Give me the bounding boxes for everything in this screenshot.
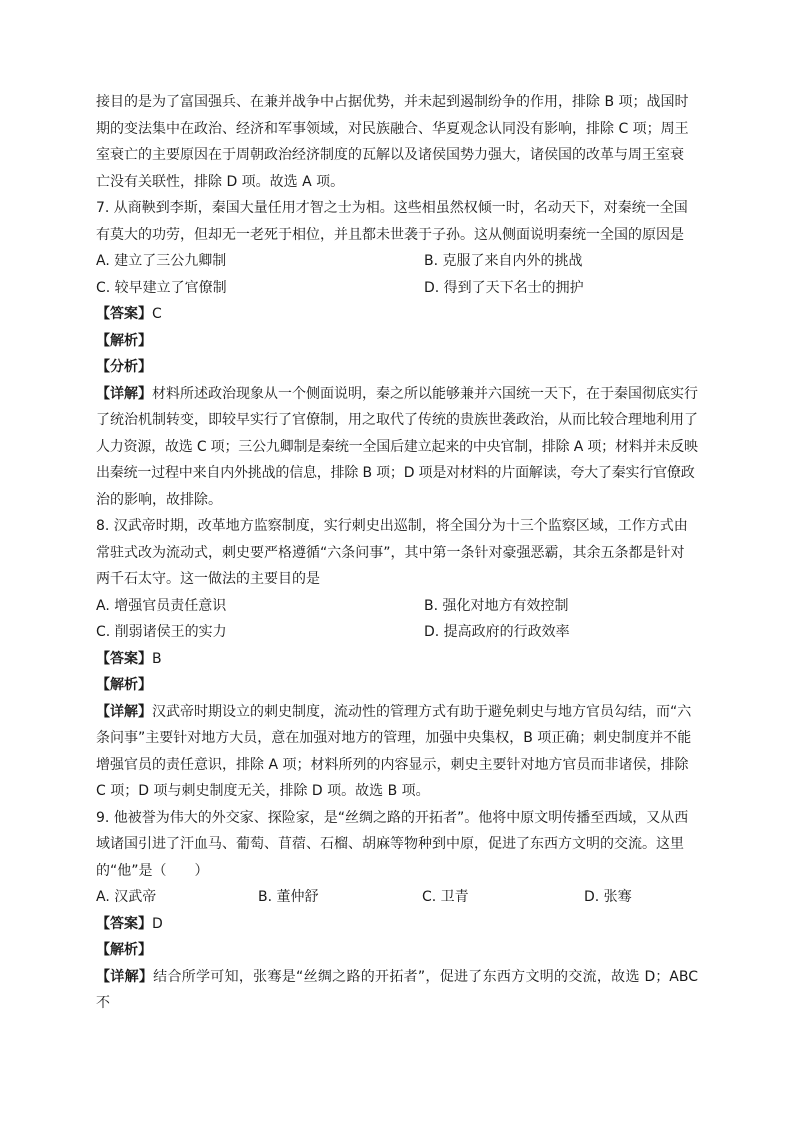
q7-detail-line-2: 了统治机制转变，即较早实行了官僚制，用之取代了传统的贵族世袭政治，从而比较合理地利用了 [96,412,698,428]
document-body [96,89,698,1017]
q7-option-c: C. 较早建立了官僚制 [96,279,227,296]
q9-option-d: D. 张骞 [584,889,632,905]
q7-answer-value: C [152,306,162,322]
q8-stem-line-3: 两千石太守。这一做法的主要目的是 [96,571,320,587]
q7-detail-line-4: 出秦统一过程中来自内外挑战的信息，排除 B 项；D 项是对材料的片面解读，夸大了秦实行官僚政 [96,465,695,481]
q7-option-b: B. 克服了来自内外的挑战 [424,253,583,269]
q8-answer [96,646,698,673]
intro-line-1: 接目的是为了富国强兵、在兼并战争中占据优势，并未起到遏制纷争的作用，排除 B 项；战国时 [96,94,689,110]
q8-analysis-heading: 【解析】 [96,677,152,693]
q9-option-c: C. 卫青 [422,889,469,905]
q8-answer-value: B [152,650,162,667]
q9-detail-line-1: 【详解】结合所学可知，张骞是“丝绸之路的开拓者”，促进了东西方文明的交流，故选 D；ABC 不 [96,968,698,1011]
q7-answer [96,301,698,328]
intro-line-3: 室衰亡的主要原因在于周朝政治经济制度的瓦解以及诸侯国势力强大，诸侯国的改革与周王室衰 [96,147,684,163]
q7-detail-tag: 【详解】 [96,385,152,402]
q8-detail-line-3: 增强官员的责任意识，排除 A 项；材料所列的内容显示，刺史主要针对地方官员而非诸侯，排除 [96,756,689,773]
q7-option-a: A. 建立了三公九卿制 [96,253,227,269]
q7-analysis-heading: 【解析】 [96,332,152,349]
q9-option-b: B. 董仲舒 [258,889,319,905]
q7-stem-line-1: 7. 从商鞅到李斯，秦国大量任用才智之士为相。这些相虽然权倾一时，名动天下，对秦统一全国 [96,200,688,216]
intro-line-4: 亡没有关联性，排除 D 项。故选 A 项。 [96,173,345,190]
q8-option-c: C. 削弱诸侯王的实力 [96,624,227,640]
q7-fenxi-heading: 【分析】 [96,359,152,375]
q9-options [96,884,698,911]
q8-detail-line-2: 条问事”主要针对地方大员，意在加强对地方的管理，加强中央集权，B 项正确；刺史制度并不能 [96,730,692,746]
q9-stem-line-1: 9. 他被誉为伟大的外交家、探险家，是“丝绸之路的开拓者”。他将中原文明传播至西域，又从西 [96,809,689,826]
q8-option-b: B. 强化对地方有效控制 [424,597,569,614]
q8-option-d: D. 提高政府的行政效率 [424,624,570,640]
q8-stem-line-2: 常驻式改为流动式，刺史要严格遵循“六条问事”，其中第一条针对豪强恶霸，其余五条都是针对 [96,544,685,561]
q7-option-d: D. 得到了天下名士的拥护 [424,279,584,296]
q8-detail-tag: 【详解】 [96,703,152,720]
q9-detail-tag: 【详解】 [96,968,154,985]
q9-answer [96,911,698,938]
q7-detail-line-1: 【详解】材料所述政治现象从一个侧面说明，秦之所以能够兼并六国统一天下，在于秦国彻底实行 [96,385,698,402]
q9-analysis-heading: 【解析】 [96,942,152,958]
q7-answer-tag: 【答案】 [96,306,152,322]
q9-stem-line-2: 域诸国引进了汗血马、葡萄、苜蓿、石榴、胡麻等物种到中原，促进了东西方文明的交流。这里 [96,836,684,852]
q8-options [96,593,698,646]
q9-option-a: A. 汉武帝 [96,889,157,905]
q8-stem-line-1: 8. 汉武帝时期，改革地方监察制度，实行刺史出巡制，将全国分为十三个监察区域，工作方式由 [96,518,688,534]
q9-stem-line-3: 的“他”是（ ） [96,862,209,879]
q7-stem-line-2: 有莫大的功劳，但却无一老死于相位，并且都未世袭于子孙。这从侧面说明秦统一全国的原因是 [96,226,684,243]
q8-detail-line-4: C 项；D 项与刺史制度无关，排除 D 项。故选 B 项。 [96,783,430,799]
intro-line-2: 期的变法集中在政治、经济和军事领域，对民族融合、华夏观念认同没有影响，排除 C 项；周王 [96,120,689,137]
q7-detail-line-3: 人力资源，故选 C 项；三公九卿制是秦统一全国后建立起来的中央官制，排除 A 项；材料并未反映 [96,438,698,455]
q8-answer-tag: 【答案】 [96,650,152,667]
q9-answer-value: D [152,915,163,932]
q8-option-a: A. 增强官员责任意识 [96,597,227,614]
q7-options [96,248,698,301]
q8-detail-line-1: 【详解】汉武帝时期设立的刺史制度，流动性的管理方式有助于避免刺史与地方官员勾结，而“六 [96,703,692,720]
q7-detail-line-5: 治的影响，故排除。 [96,491,222,508]
q9-answer-tag: 【答案】 [96,915,152,932]
